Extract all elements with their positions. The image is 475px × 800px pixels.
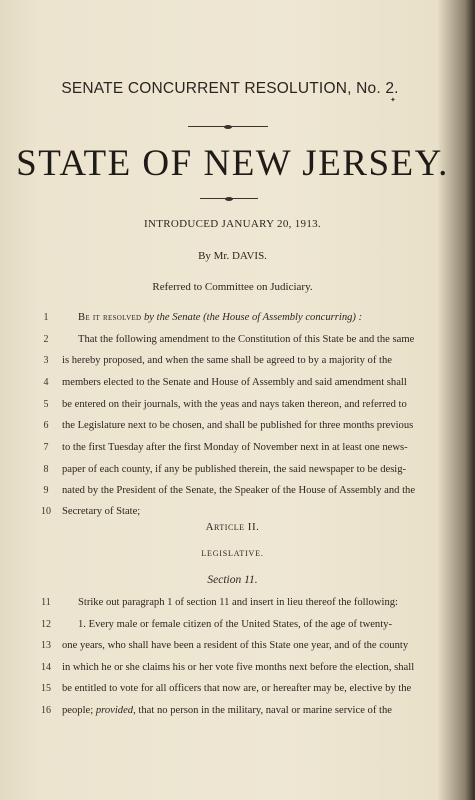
line-number: 4 xyxy=(43,377,49,388)
line-number: 6 xyxy=(43,420,49,431)
line-number: 16 xyxy=(41,705,51,716)
line-text: nated by the President of the Senate, the Speaker of the House of Assembly and the xyxy=(62,485,416,496)
text-line xyxy=(0,462,475,478)
provided-word: provided xyxy=(95,705,134,716)
legislative-heading: LEGISLATIVE. xyxy=(201,549,264,558)
line-number: 7 xyxy=(43,442,49,453)
line-text: be entitled to vote for all officers that now are, or hereafter may be, elective by the xyxy=(62,683,412,694)
line-text: 1. Every male or female citizen of the United States, of the age of twenty- xyxy=(78,619,392,630)
line-number: 5 xyxy=(43,399,49,410)
resolved-clause xyxy=(78,310,392,326)
text-line xyxy=(0,595,475,611)
resolved-by: by the Senate ( xyxy=(141,312,207,323)
line-text-before: people; xyxy=(62,705,96,716)
line-text: to the first Tuesday after the first Monday of November next in at least one news- xyxy=(62,442,408,453)
text-line xyxy=(0,681,475,697)
text-line xyxy=(0,703,475,719)
line-number: 15 xyxy=(41,683,51,694)
text-line xyxy=(0,617,475,633)
line-text xyxy=(62,703,392,719)
line-number: 14 xyxy=(41,662,51,673)
text-line xyxy=(0,332,475,348)
text-line xyxy=(0,504,475,520)
line-number: 8 xyxy=(43,464,49,475)
line-number: 1 xyxy=(43,312,49,323)
line-text: paper of each county, if any be published therein, the said newspaper to be desig- xyxy=(62,464,407,475)
line-text: is hereby proposed, and when the same shall be agreed to by a majority of the xyxy=(62,355,392,366)
line-number: 12 xyxy=(41,619,51,630)
text-line xyxy=(0,310,475,326)
resolved-lead: Be it resolved xyxy=(78,312,142,323)
divider-top xyxy=(188,126,268,127)
line-text-after: , that no person in the military, naval or marine service of the xyxy=(133,705,392,716)
text-line xyxy=(0,440,475,456)
text-line xyxy=(0,418,475,434)
introduced-date: INTRODUCED JANUARY 20, 1913. xyxy=(144,218,321,230)
page-title: STATE OF NEW JERSEY. xyxy=(16,143,449,184)
line-number: 3 xyxy=(43,355,49,366)
line-number: 11 xyxy=(41,597,51,608)
resolved-house: the House of Assembly concurring xyxy=(206,312,353,323)
page-edge-shadow xyxy=(465,0,475,800)
line-text: be entered on their journals, with the yeas and nays taken thereon, and referred to xyxy=(62,399,407,410)
resolution-number: SENATE CONCURRENT RESOLUTION, No. 2. xyxy=(61,80,399,97)
text-line xyxy=(0,397,475,413)
divider-bottom xyxy=(200,198,258,199)
line-text: the Legislature next to be chosen, and shall be published for three months previous xyxy=(62,420,414,431)
line-text: members elected to the Senate and House of Assembly and said amendment shall xyxy=(62,377,407,388)
ornament-star-icon: ✦ xyxy=(390,96,396,104)
text-line xyxy=(0,638,475,654)
committee-referral: Referred to Committee on Judiciary. xyxy=(152,281,313,293)
text-line xyxy=(0,375,475,391)
section-heading: Section 11. xyxy=(207,574,258,586)
text-line xyxy=(0,483,475,499)
line-text: Secretary of State; xyxy=(62,506,141,517)
line-number: 10 xyxy=(41,506,51,517)
line-text: That the following amendment to the Constitution of this State be and the same xyxy=(78,334,415,345)
line-number: 9 xyxy=(43,485,49,496)
line-text: one years, who shall have been a resident of this State one year, and of the county xyxy=(62,640,409,651)
line-number: 2 xyxy=(43,334,49,345)
line-text: Strike out paragraph 1 of section 11 and insert in lieu thereof the following: xyxy=(78,597,398,608)
resolved-close: ) : xyxy=(352,312,363,323)
text-line xyxy=(0,660,475,676)
text-line xyxy=(0,353,475,369)
line-number: 13 xyxy=(41,640,51,651)
article-heading: Article II. xyxy=(205,521,260,533)
sponsor: By Mr. DAVIS. xyxy=(198,250,267,262)
line-text: in which he or she claims his or her vote five months next before the election, shall xyxy=(62,662,415,673)
